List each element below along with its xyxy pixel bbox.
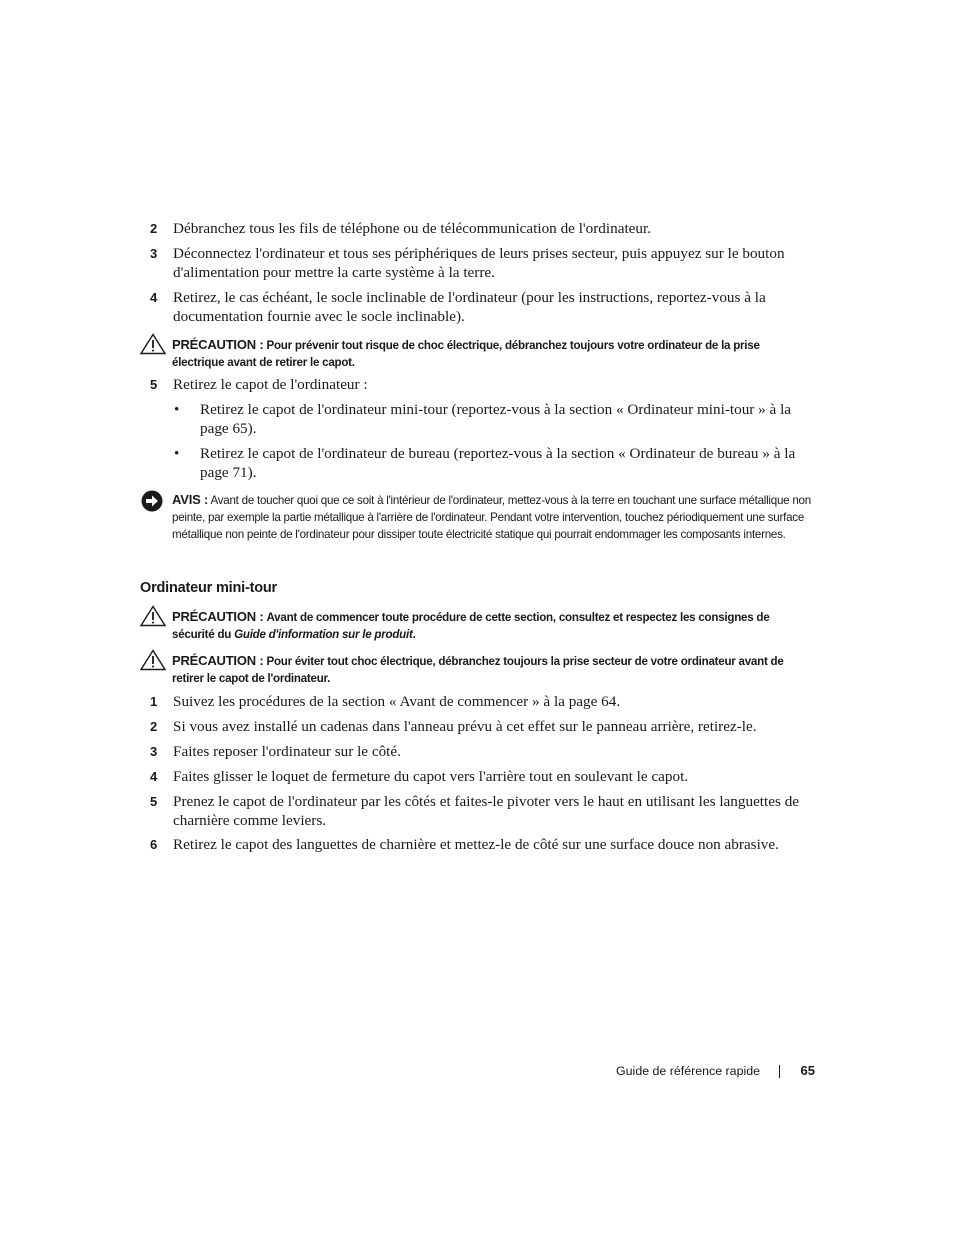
step-text: Suivez les procédures de la section « Avant de commencer » à la page 64. <box>173 693 621 710</box>
warning-triangle-icon <box>140 649 166 676</box>
step-text: Faites glisser le loquet de fermeture du capot vers l'arrière tout en soulevant le capot. <box>173 768 689 785</box>
bullet-glyph: • <box>174 401 180 418</box>
step-text: Débranchez tous les fils de téléphone ou de télécommunication de l'ordinateur. <box>173 220 652 237</box>
step-number: 1 <box>150 694 158 709</box>
caution-text-end: . <box>412 628 416 641</box>
step-number: 4 <box>150 769 158 784</box>
step-number: 2 <box>150 719 158 734</box>
caution-label: PRÉCAUTION : <box>172 337 264 352</box>
footer-separator <box>779 1065 780 1078</box>
bullet-text: Retirez le capot de l'ordinateur mini-tour (reportez-vous à la section « Ordinateur mini-tour » à la page 65). <box>200 401 792 437</box>
step-text: Retirez le capot de l'ordinateur : <box>173 376 368 393</box>
warning-triangle-icon <box>140 605 166 632</box>
caution-label: PRÉCAUTION : <box>172 609 264 624</box>
step-number: 4 <box>150 290 158 305</box>
page-footer <box>560 1061 815 1081</box>
notice-label: AVIS : <box>172 492 209 507</box>
step-number: 3 <box>150 744 158 759</box>
step-number: 2 <box>150 221 158 236</box>
caution-text: Avant de commencer toute procédure de cette section, consultez et respectez les consignes de sécurité du <box>172 611 770 641</box>
page-number: 65 <box>800 1063 815 1078</box>
step-text: Faites reposer l'ordinateur sur le côté. <box>173 743 401 760</box>
bullet-glyph: • <box>174 445 180 462</box>
product-guide-title: Guide d'information sur le produit <box>234 628 413 641</box>
footer-guide-title: Guide de référence rapide <box>616 1064 760 1078</box>
step-number: 5 <box>150 377 158 392</box>
bullet-text: Retirez le capot de l'ordinateur de bureau (reportez-vous à la section « Ordinateur de bureau » à la page 71). <box>200 445 796 481</box>
step-text: Retirez, le cas échéant, le socle inclinable de l'ordinateur (pour les instructions, reportez-vous à la documentation fournie avec le socle inclinable). <box>173 289 766 325</box>
section-title: Ordinateur mini-tour <box>140 580 277 596</box>
step-text: Prenez le capot de l'ordinateur par les côtés et faites-le pivoter vers le haut en utilisant les languettes de charnière comme leviers. <box>173 793 800 829</box>
caution-text: Pour prévenir tout risque de choc électrique, débranchez toujours votre ordinateur de la prise électrique avant de retirer le capot. <box>172 339 760 369</box>
step-text: Déconnectez l'ordinateur et tous ses périphériques de leurs prises secteur, puis appuyez sur le bouton d'alimentation pour mettre la carte système à la terre. <box>173 245 785 281</box>
step-text: Si vous avez installé un cadenas dans l'anneau prévu à cet effet sur le panneau arrière, retirez-le. <box>173 718 757 735</box>
notice-arrow-icon <box>140 489 164 518</box>
step-number: 5 <box>150 794 158 809</box>
step-number: 3 <box>150 246 158 261</box>
step-text: Retirez le capot des languettes de charnière et mettez-le de côté sur une surface douce non abrasive. <box>173 836 779 853</box>
step-number: 6 <box>150 837 158 852</box>
notice-text: Avant de toucher quoi que ce soit à l'intérieur de l'ordinateur, mettez-vous à la terre en touchant une surface métallique non peinte, par exemple la partie métallique à l'arrière de l'ordinateur. Pendant votre intervention, touchez périodiquement une surface métallique non peinte de l'ordinateur pour dissiper toute électricité statique qui pourrait endommager les composants internes. <box>172 494 811 541</box>
caution-label: PRÉCAUTION : <box>172 653 264 668</box>
caution-text: Pour éviter tout choc électrique, débranchez toujours la prise secteur de votre ordinateur avant de retirer le capot de l'ordinateur. <box>172 655 784 685</box>
warning-triangle-icon <box>140 333 166 360</box>
